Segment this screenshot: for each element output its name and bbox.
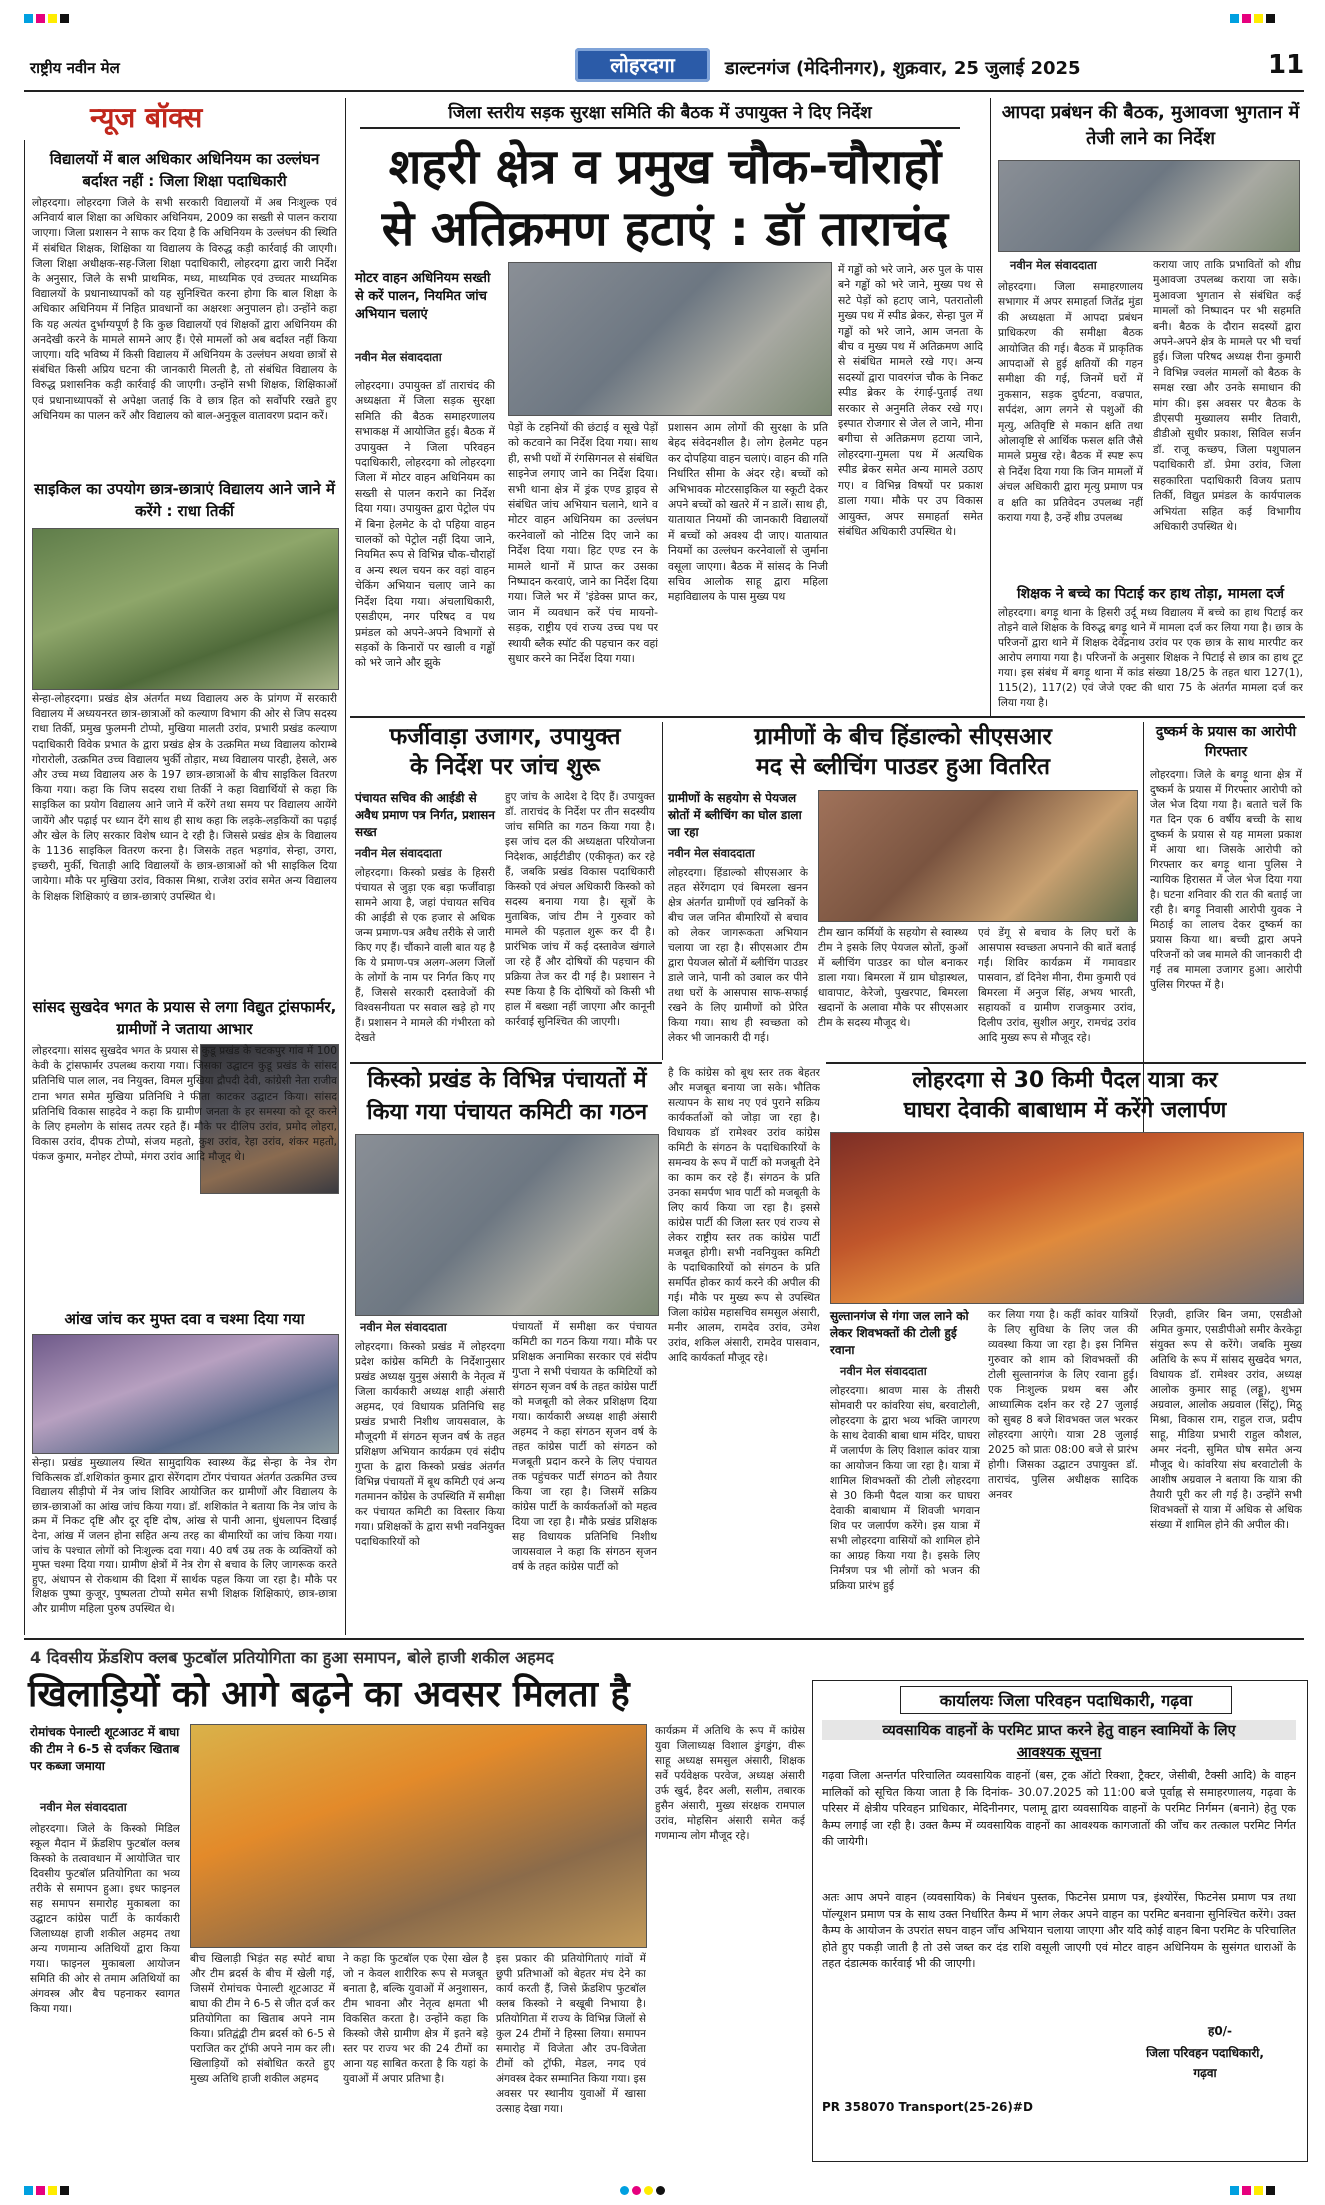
padyatra-body-col2: कर लिया गया है। कहीं कांवर यात्रियों के लिए सुविधा के लिए जल की व्यवस्था किया जा रहा है। इस निमित्त गुरुवार को शाम को शिवभक्तों की टोली सुल्तानगंज के लिए रवाना हुई। एक निःशुल्क प्रथम बस और आध्यात्मिक दर्शन कर रहे 27 जुलाई को सुबह 8 बजे शिवभक्त जल भरकर लोहरदगा आएंगे। यात्रा 28 जुलाई 2025 को प्रातः 08:00 बजे से प्रारंभ होगी। जिसका उद्घाटन उपायुक्त डॉ. ताराचंद, पुलिस अधीक्षक सादिक अनवर [988, 1309, 1138, 1501]
hindalco-headline-line2: मद से ब्लीचिंग पाउडर हुआ वितरित [756, 754, 1050, 780]
middle-section-bottom-rule [24, 1638, 1304, 1640]
forgery-byline: नवीन मेल संवाददाता [355, 846, 442, 860]
news-box-story4-headline: आंख जांच कर मुफ्त दवा व चश्मा दिया गया [64, 1310, 305, 1328]
football-sidebar-point: रोमांचक पेनाल्टी शूटआउट में बाघा की टीम ने 6-5 से दर्जकर खिताब पर कब्जा जमाया [30, 1725, 180, 1773]
lead-body-col2: पेड़ों के टहनियों की छंटाई व सूखे पेड़ों को कटवाने का निर्देश दिया गया। साथ ही, सभी पथों में रंगसिगनल से संबंधित साइनेज लगाए जाने का निर्देश दिया। सभी थाना क्षेत्र में ड्रंक एण्ड ड्राइव से संबंधित जांच अभियान चलाने, थाने व मोटर वाहन अधिनियम का उल्लंघन करनेवालों को नोटिस दिए जाने का निर्देश दिया गया। हिट एण्ड रन के मामले थानों में प्राप्त कर उसका निष्पादन करवाएं, जाने का निर्देश दिया गया। जिले भर में 'इंडेक्स प्राप्त कर, जान में व्यवधान करें पंच मायनो-सड़क, राष्ट्रीय एवं राज्य उच्च पथ पर स्थायी ब्लैक स्पॉट की पहचान कर वहां सुधार करने का निर्देश दिया गया। [508, 421, 658, 666]
news-box-border-right [345, 98, 346, 1635]
kisko-body-col2: पंचायतों में समीक्षा कर पंचायत कमिटी का गठन किया गया। मौके पर प्रशिक्षक अनामिका सरकार एवं संदीप गुप्ता ने सभी पंचायत के कमिटियों को संगठन सृजन वर्ष के तहत कांग्रेस पार्टी को मजबूती को लेकर प्रशिक्षण दिया गया। कार्यकारी अध्यक्ष शाही अंसारी अहमद ने कहा संगठन सृजन वर्ष के तहत कांग्रेस पार्टी को संगठन को मजबूती प्रदान करने के लिए पंचायत तक पहुंचकर पार्टी संगठन को तैयार किया जा रहा है। जिसमें सक्रिय कांग्रेस पार्टी के कार्यकर्ताओं को महत्व दिया जा रहा है। मौके प्रखंड प्रशिक्षक सह विधायक प्रतिनिधि निशीथ जायसवाल ने कहा कि संगठन सृजन वर्ष के तहत कांग्रेस पार्टी को [512, 1321, 657, 1573]
transport-ad-para2: अतः आप अपने वाहन (व्यवसायिक) के निबंधन पुस्तक, फिटनेस प्रमाण पत्र, इंश्योरेंस, फिटनेस प्रमाण पत्र तथा पॉल्यूशन प्रमाण पत्र के साथ उक्त निर्धारित कैम्प में भाग लेकर अपने वाहन का परमिट बनवाना सुनिश्चित करेंगे। उक्त कैम्प के आयोजन के उपरांत सघन वाहन जाँच अभियान चलाया जाएगा और यदि कोई वाहन बिना परमिट के परिचालित होते हुए पकड़ी जाती है तो उसे जब्त कर दंड राशि वसूली जाएगी एवं मोटर वाहन अधिनियम के सुसंगत धाराओं के तहत दंडात्मक कार्रवाई भी की जाएगी। [822, 1891, 1296, 1970]
news-box-story3-headline: सांसद सुखदेव भगत के प्रयास से लगा विद्युत ट्रांसफार्मर, ग्रामीणों ने जताया आभार [32, 998, 337, 1038]
story2-photo-cycle-distribution [32, 528, 339, 690]
padyatra-top-rule [826, 1062, 1306, 1064]
lead-sidebar-point: मोटर वाहन अधिनियम सख्ती से करें पालन, नियमित जांच अभियान चलाएं [355, 271, 491, 322]
hindalco-photo-distribution [818, 790, 1138, 922]
football-body-col3: ने कहा कि फुटबॉल एक ऐसा खेल है जो न केवल शारीरिक रूप से मजबूत बनाता है, बल्कि युवाओं में अनुशासन, टीम भावना और नेतृत्व क्षमता भी विकसित करता है। उन्होंने कहा कि किस्को जैसे ग्रामीण क्षेत्र में इतने बड़े स्तर पर राज्य भर की 24 टीमों का आना यह साबित करता है कि यहां के युवाओं में अपार प्रतिभा है। [343, 1953, 488, 2085]
appada-headline: आपदा प्रबंधन की बैठक, मुआवजा भुगतान में तेजी लाने का निर्देश [1001, 102, 1300, 149]
padyatra-byline: नवीन मेल संवाददाता [840, 1364, 927, 1378]
padyatra-sidebar-point: सुल्तानगंज से गंगा जल लाने को लेकर शिवभक्तों की टोली हुई रवाना [830, 1309, 969, 1357]
paper-name: राष्ट्रीय नवीन मेल [30, 59, 120, 77]
lead-body-col3: प्रशासन आम लोगों की सुरक्षा के प्रति बेहद संवेदनशील है। लोग हेलमेट पहन कर दोपहिया वाहन चलाएं। वाहन की गति निर्धारित सीमा के अंदर रहे। बच्चों को अभिभावक मोटरसाइकिल या स्कूटी देकर अपने बच्चों को खतरे में न डालें। साथ ही, यातायात नियमों की जानकारी विद्यालयों में बच्चों को अवश्य दी जाए। यातायात नियमों का उल्लंघन करनेवालों से जुर्माना वसूला जाएगा। बैठक में सांसद के निजी सचिव आलोक साहू द्वारा महिला महाविद्यालय के पास मुख्य पथ [668, 421, 828, 604]
kisko-body-col3: है कि कांग्रेस को बूथ स्तर तक बेहतर और मजबूत बनाया जा सके। भौतिक सत्यापन के साथ नए एवं पुराने सक्रिय कार्यकर्ताओं को जोड़ा जा रहा है। विधायक डॉ रामेश्वर उरांव कांग्रेस कमिटी के संगठन के पदाधिकारियों के समन्वय के रूप में पार्टी को मजबूती देने का काम कर रहे हैं। संगठन के प्रति उनका समर्पण भाव पार्टी को मजबूती के लिए कार्य किया जा रहा है। इससे कांग्रेस पार्टी की जिला स्तर एवं राज्य से लेकर राष्ट्रीय स्तर तक कांग्रेस पार्टी मजबूत होगी। सभी नवनियुक्त कमिटी के पदाधिकारियों को संगठन के प्रति समर्पित होकर कार्य करने की अपील की गई। मौके पर मुख्य रूप से उपस्थित जिला कांग्रेस महासचिव समसुल अंसारी, मनीर आलम, रामदेव उरांव, उमेश उरांव, शकिल अंसारी, रामदेव पासवान, आदि कार्यकर्ता मौजूद रहे। [668, 1067, 820, 1364]
dateline: डाल्टनगंज (मेदिनीनगर), शुक्रवार, 25 जुलाई 2025 [725, 58, 1081, 79]
appada-photo-meeting [998, 160, 1300, 252]
arrest-headline: दुष्कर्म के प्रयास का आरोपी गिरफ्तार [1155, 724, 1297, 760]
lead-kicker: जिला स्तरीय सड़क सुरक्षा समिति की बैठक में उपायुक्त ने दिए निर्देश [360, 100, 960, 129]
football-kicker: 4 दिवसीय फ्रेंडशिप क्लब फुटबॉल प्रतियोगिता का हुआ समापन, बोले हाजी शकील अहमद [30, 1648, 554, 1667]
news-box-story2-body: सेन्हा-लोहरदगा। प्रखंड क्षेत्र अंतर्गत मध्य विद्यालय अरु के प्रांगण में सरकारी विद्यालय में अध्ययनरत छात्र-छात्राओं को कल्याण विभाग की ओर से जिप सदस्य राधा तिर्की, प्रमुख फुलमनी टोप्पो, मुखिया मालती उरांव, प्रभारी प्रखंड कल्याण पदाधिकारी विवेक प्रभात के द्वारा प्रखंड क्षेत्र के उत्क्रमित मध्य विद्यालय कोराम्बे गोरारोली, उत्क्रमित उच्च विद्यालय भुर्की तोड़ार, मध्य विद्यालय पारही, हेसले, अरु और उच्च मध्य विद्यालय अरु के 197 छात्र-छात्राओं के बीच साइकिल वितरण किया गया। कहा कि जिप सदस्य राधा तिर्की ने कहा विद्यार्थियों से कहा कि साइकिल का प्रयोग विद्यालय आने जाने में करेंगे तथा समय पर विद्यालय आयेंगे जायेंगे और पढ़ाई पर ध्यान देंगे साथ ही साथ कहा कि लड़के-लड़कियों का पढ़ाई और खेल के लिए सरकार विशेष ध्यान दे रही है। जिससे प्रखंड क्षेत्र के विद्यालय के 1136 साइकिल वितरण करना है। जिसके तहत भड़गांव, सेन्हा, उगरा, इच्छरी, मुर्की, चिताड़ी आदि विद्यालयों के छात्र-छात्राओं को भी साइकिल दिया जायेगा। मौके पर मुखिया उरांव, विकास मिश्रा, राजेश उरांव समेत अन्य विद्यालय के शिक्षक शिक्षिकाएं व छात्र-छात्राएं उपस्थित थे। [32, 693, 337, 903]
transport-ad-title: व्यवसायिक वाहनों के परमिट प्राप्त करने हेतु वाहन स्वामियों के लिए [822, 1720, 1296, 1740]
masthead-rule [24, 90, 1304, 92]
section-name: लोहरदगा [610, 53, 675, 77]
registration-colorbar-bottom-left [24, 2180, 72, 2199]
padyatra-headline-line1: लोहरदगा से 30 किमी पैदल यात्रा कर [912, 1068, 1218, 1093]
teacher-body: लोहरदगा। बगड़ू थाना के हिसरी उर्दू मध्य विद्यालय में बच्चे का हाथ पिटाई कर तोड़ने वाले शिक्षक के विरुद्ध बगड़ू थाने में मामला दर्ज कर लिया गया है। छात्र के परिजनों द्वारा थाने में शिक्षक देवेंद्रनाथ उरांव पर एक छात्र के साथ मारपीट कर आरोप लगाया गया है। परिजनों के अनुसार शिक्षक ने पिटाई से छात्र का हाथ टूट गया। इस संबंध में बगड़ू थाना में कांड संख्या 18/25 के तहत धारा 127(1), 115(2), 117(2) एवं जेजे एक्ट की धारा 75 के अंतर्गत मामला दर्ज कर लिया गया है। [998, 607, 1303, 709]
transport-ad-signature: ह0/- [1207, 2024, 1233, 2038]
transport-ad-subtitle: आवश्यक सूचना [1016, 1745, 1102, 1761]
transport-ad-sign-title: जिला परिवहन पदाधिकारी, [1146, 2046, 1264, 2060]
kisko-headline-line1: किस्को प्रखंड के विभिन्न पंचायतों में [367, 1068, 647, 1093]
kisko-byline: नवीन मेल संवाददाता [360, 1320, 447, 1334]
transport-ad-para1: गढ़वा जिला अन्तर्गत परिचालित व्यवसायिक वाहनों (बस, ट्रक ऑटो रिक्शा, ट्रैक्टर, जेसीबी, टैक्सी आदि) के वाहन मालिकों को सूचित किया जाता है कि दिनांक- 30.07.2025 को 11:00 बजे पूर्वाह्न से समाहरणालय, गढ़वा के परिसर में क्षेत्रीय परिवहन प्राधिकार, मेदिनीनगर, पलामू द्वारा व्यवसायिक वाहनों के परमिट निर्गमन (बनाने) हेतु एक कैम्प लगाई जा रही है। उक्त कैम्प में व्यवसायिक वाहनों का आवश्यक कागजातों की जाँच कर तत्काल परमिट निर्गत की जायेगी। [822, 1769, 1296, 1848]
appada-byline: नवीन मेल संवाददाता [1010, 258, 1097, 272]
kisko-body-col1: लोहरदगा। किस्को प्रखंड में लोहरदगा प्रदेश कांग्रेस कमिटी के निर्देशानुसार प्रखंड अध्यक्ष युनुस अंसारी के नेतृत्व में जिला कार्यकारी अध्यक्ष शाही अंसारी अहमद, एवं विधायक प्रतिनिधि सह प्रखंड प्रभारी निशीथ जायसवाल, के मौजूदगी में संगठन सृजन वर्ष के तहत प्रशिक्षण अभियान कार्यक्रम एवं संदीप गुप्ता के द्वारा किस्को प्रखंड अंतर्गत विभिन्न पंचायतों में बूथ कमिटी एवं अन्य गतमानन कोंग्रेस के उपस्थिति में समीक्षा कर पंचायत कमिटी का विस्तार किया गया। प्रशिक्षकों के द्वारा सभी नवनियुक्त पदाधिकारियों को [355, 1341, 505, 1548]
football-body-col2: बीच खिलाड़ी भिड़ंत सह स्पोर्ट बाघा और टीम ब्रदर्स के बीच में खेली गई, जिसमें रोमांचक पेनाल्टी शूटआउट में बाघा की टीम ने 6-5 से जीत दर्ज कर प्रतियोगिता का खिताब अपने नाम किया। प्रतिद्वंद्वी टीम ब्रदर्स को 6-5 से पराजित कर ट्रॉफी अपने नाम कर ली। खिलाड़ियों को संबोधित करते हुए मुख्य अतिथि हाजी शकील अहमद [190, 1953, 335, 2085]
football-byline: नवीन मेल संवाददाता [40, 1800, 127, 1814]
lead-headline-line2: से अतिक्रमण हटाएं : डॉ ताराचंद [381, 201, 949, 257]
news-box-story1-body: लोहरदगा। लोहरदगा जिले के सभी सरकारी विद्यालयों में अब निःशुल्क एवं अनिवार्य बाल शिक्षा का अधिकार अधिनियम, 2009 का सख्ती से पालन कराया जाएगा। जिला प्रशासन ने साफ कर दिया है कि अधिनियम के उल्लंघन की स्थिति में संबंधित शिक्षक, शिक्षिका या विद्यालय के विरुद्ध कड़ी कार्रवाई की जाएगी। जिला शिक्षा अधीक्षक-सह-जिला शिक्षा पदाधिकारी, लोहरदगा द्वारा जारी निर्देश के अनुसार, जिले के सभी प्राथमिक, मध्य, माध्यमिक एवं उच्चतर माध्यमिक विद्यालयों के प्रधानाध्यापकों को यह सुनिश्चित करना होगा कि बाल शिक्षा के अधिकार अधिनियम में निहित प्रावधानों का अक्षरशः अनुपालन हो। उन्होंने कहा कि यह अत्यंत दुर्भाग्यपूर्ण है कि कुछ विद्यालयों एवं शिक्षकों द्वारा अधिनियम की अनदेखी करने के मामले सामने आए हैं। ऐसे मामलों को अब बर्दाश्त नहीं किया जाएगा। यदि भविष्य में किसी विद्यालय में अधिनियम के उल्लंघन अथवा छात्रों से संबंधित किसी अप्रिय घटना की जानकारी मिलती है, तो संबंधित विद्यालय के विरुद्ध प्रशासनिक कड़ी कार्रवाई की जाएगी। उन्होंने सभी शिक्षक, शिक्षिकाओं एवं प्रधानाध्यापकों से अपेक्षा जताई कि वे छात्र हित को सर्वोपरि रखते हुए अधिनियम का पालन करें और विद्यालय को बाल-अनुकूल वातावरण प्रदान करें। [32, 197, 337, 422]
forgery-right-rule [662, 722, 663, 1060]
appada-body-left: लोहरदगा। जिला समाहरणालय सभागार में अपर समाहर्ता जितेंद्र मुंडा की अध्यक्षता में आपदा प्रबंधन प्राधिकरण की समीक्षा बैठक आयोजित की गई। बैठक में प्राकृतिक आपदाओं से हुई क्षतियों की गहन समीक्षा की गई, जिनमें घरों में नुकसान, सड़क दुर्घटना, वज्रपात, सर्पदंश, आग लगने से पशुओं की मृत्यु, अतिवृष्टि से मकान क्षति तथा ओलावृष्टि से आर्थिक फसल क्षति जैसे मामले प्रमुख रहे। बैठक में स्पष्ट रूप से निर्देश दिया गया कि जिन मामलों में अंचल अधिकारी द्वारा मृत्यु प्रमाण पत्र व क्षति का प्रतिवेदन उपलब्ध नहीं कराया गया है, उन्हें शीघ्र उपलब्ध [998, 281, 1143, 525]
padyatra-headline-line2: घाघरा देवाकी बाबाधाम में करेंगे जलार्पण [903, 1098, 1227, 1123]
football-headline: खिलाड़ियों को आगे बढ़ने का अवसर मिलता है [28, 1674, 630, 1715]
padyatra-photo-devotees [830, 1132, 1304, 1304]
section-banner [575, 48, 710, 82]
page-number: 11 [1268, 50, 1305, 80]
forgery-sidebar-point: पंचायत सचिव की आईडी से अवैध प्रमाण पत्र निर्गत, प्रशासन सख्त [355, 791, 495, 839]
lead-byline: नवीन मेल संवाददाता [355, 350, 442, 364]
hindalco-headline-line1: ग्रामीणों के बीच हिंडाल्को सीएसआर [754, 724, 1052, 750]
lead-body-col4: में गड्ढों को भरे जाने, अरु पुल के पास बने गड्ढों को भरे जाने, मुख्य पथ से सटे पेड़ों को हटाए जाने, पतरातोली मुख्य पथ में स्पीड ब्रेकर, सेन्हा पुल में गड्ढों को भरे जाने, आम जनता के बीच व मुख्य पथ में अतिक्रमण आदि से संबंधित मामले रखे गए। अन्य सदस्यों द्वारा पावरगंज चौक के निकट स्पीड ब्रेकर के रंगाई-पुताई तथा सरकार से अनुमति लेकर रखे गए। इस्पात रोजगार से जेल ले जाने, मीना बगीचा से अतिक्रमण हटाया जाने, लोहरदगा-गुमला पथ में अत्यधिक स्पीड ब्रेकर समेत अन्य मामले उठाए गए। व विभिन्न विषयों पर प्रकाश डाला गया। मौके पर उप विकास आयुक्त, अपर समाहर्ता समेत संबंधित अधिकारी उपस्थित थे। [838, 263, 983, 538]
lead-body-col1: लोहरदगा। उपायुक्त डॉ ताराचंद की अध्यक्षता में जिला सड़क सुरक्षा समिति की बैठक समाहरणालय सभाकक्ष में आयोजित हुई। बैठक में उपायुक्त ने जिला परिवहन पदाधिकारी, लोहरदगा को लोहरदगा जिला में मोटर वाहन अधिनियम का सख्ती से पालन कराने का निर्देश दिया गया। उपायुक्त द्वारा पेट्रोल पंप में बिना हेलमेट के दो पहिया वाहन चालकों को पेट्रोल नहीं दिया जाने, नियमित रूप से विभिन्न चौक-चौराहों व अन्य स्थल चयन कर वहां वाहन चेकिंग अभियान चलाए जाने का निर्देश दिया गया। अंचलाधिकारी, एसडीएम, नगर परिषद व पथ प्रमंडल को अपने-अपने विभागों से सड़कों के किनारों पर खाली व गड्ढों को भरे जाने और झुके [355, 379, 495, 670]
registration-colorbar-top-left [24, 8, 72, 27]
padyatra-body-col3: रिज़वी, हाजिर बिन जमा, एसडीओ अमित कुमार, एसडीपीओ समीर केरकेट्टा संयुक्त रूप से करेंगे। जबकि मुख्य अतिथि के रूप में सांसद सुखदेव भगत, विधायक डॉ. रामेश्वर उरांव, अध्यक्ष आलोक कुमार साहू (लड्डू), शुभम अग्रवाल, आलोक अग्रवाल (सिंटू), मिठू मिश्रा, विकास राम, राहुल राज, प्रदीप साहू, मीडिया प्रभारी राहुल कौशल, अमर नंदनी, सुमित घोष समेत अन्य मौजूद थे। कांवरिया संघ बरवाटोली के आशीष अग्रवाल ने बताया कि यात्रा की तैयारी पूरी कर ली गई है। उन्होंने सभी शिवभक्तों से यात्रा में अधिक से अधिक संख्या में शामिल होने की अपील की। [1150, 1309, 1302, 1531]
transport-ad-sign-place: गढ़वा [1193, 2066, 1217, 2080]
lead-headline-line1: शहरी क्षेत्र व प्रमुख चौक-चौराहों [388, 139, 942, 195]
news-box-story3-body: लोहरदगा। सांसद सुखदेव भगत के प्रयास से कुडू प्रखंड के चटकपुर गांव में 100 केवी के ट्रांसफार्मर उपलब्ध कराया गया। जिसका उद्घाटन कुडू प्रखंड के सांसद प्रतिनिधि पाल लाल, नव नियुक्त, विमल मुखिया द्रौपदी देवी, कांग्रेसी नेता राजीव टाना भगत समेत मुखिया प्रतिनिधि ने फीता काटकर उद्घाटन किया। सांसद प्रतिनिधि विकास साहदेव ने कहा कि ग्रामीण जनता के हर समस्या को दूर करने के लिए हमलोग के सांसद तत्पर रहते हैं। मौके पर दीलिप उरांव, प्रमोद लोहरा, विकास उरांव, दीपक टोप्पो, संजय महतो, कुश उरांव, रेहा उरांव, शंकर महतो, पंकज कुमार, मनोहर टोप्पो, मंगरा उरांव आदि मौजूद थे। [32, 1045, 337, 1164]
news-box-story4-body: सेन्हा। प्रखंड मुख्यालय स्थित सामुदायिक स्वास्थ्य केंद्र सेन्हा के नेत्र रोग चिकित्सक डॉ.शशिकांत कुमार द्वारा सेरेंगदाग टोंगर पंचायत अंतर्गत उत्क्रमित उच्च विद्यालय सीड़ीपो में नेत्र जांच शिविर आयोजित कर ग्रामीणों और विद्यालय के छात्र-छात्राओं का आंख जांच किया गया। डॉ. शशिकांत ने बताया कि नेत्र जांच के क्रम में निकट दृष्टि और दूर दृष्टि दोष, आंख से पानी आना, धुंधलापन दिखाई देना, आंख में जलन होना सहित अन्य तरह का बीमारियों का जांच किया गया। जांच के पश्चात लोगों को निःशुल्क दवा गया। 40 वर्ष उम्र तक के व्यक्तियों को मुफ्त चश्मा दिया गया। ग्रामीण क्षेत्रों में नेत्र रोग से बचाव के लिए जागरूक करते हुए, अंधापन से रोकथाम की दिशा में सार्थक पहल किया जा रहा है। मौके पर शिक्षक पुष्पा कुजूर, पुष्पलता टोप्पो समेत सभी शिक्षक शिक्षिकाएं, छात्र-छात्रा और ग्रामीण महिला पुरुष उपस्थित थे। [32, 1457, 337, 1615]
football-body-col1: लोहरदगा। जिले के किस्को मिडिल स्कूल मैदान में फ्रेंडशिप फुटबॉल क्लब किस्को के तत्वावधान में आयोजित चार दिवसीय फुटबॉल प्रतियोगिता का भव्य तरीके से समापन हुआ। इधर फाइनल सह समापन समारोह मुकाबला का उद्घाटन कांग्रेस पार्टी के कार्यकारी जिलाध्यक्ष हाजी शकील अहमद तथा अन्य गणमान्य अतिथियों द्वारा किया गया। फाइनल मुकाबला आयोजन समिति की ओर से तमाम अतिथियों का अंगवस्त्र और बैच पहनाकर स्वागत किया गया। [30, 1823, 180, 2015]
teacher-headline: शिक्षक ने बच्चे का पिटाई कर हाथ तोड़ा, मामला दर्ज [1016, 586, 1285, 602]
football-body-col5: कार्यक्रम में अतिथि के रूप में कांग्रेस युवा जिलाध्यक्ष विशाल डुंगडुंग, वीरू साहू अध्यक्ष समसुल अंसारी, शिक्षक सर्वे पर्यवेक्षक परवेज, अध्यक्ष अंसारी उर्फ खुर्द, हैदर अली, सलीम, तबारक हुसैन अंसारी, मुख्य संरक्षक रामपाल उरांव, मोहसिन अंसारी समेत कई गणमान्य लोग मौजूद रहे। [655, 1725, 805, 1842]
hindalco-byline: नवीन मेल संवाददाता [668, 846, 755, 860]
appada-body-right: कराया जाए ताकि प्रभावितों को शीघ्र मुआवजा उपलब्ध कराया जा सके। मुआवजा भुगतान से संबंधित कई मामलों को निष्पादन पर भी सहमति बनी। बैठक के दौरान सदस्यों द्वारा अपने-अपने क्षेत्र के मामले पर भी चर्चा हुई। जिला परिषद अध्यक्ष रीना कुमारी ने विभिन्न ज्वलंत मामलों को बैठक के समक्ष रखा और उनके समाधान की मांग की। इस अवसर पर बैठक के डीएसपी मुख्यालय समीर तिवारी, डीडीओ सुधीर प्रकाश, सिविल सर्जन डॉ. राजू कच्छप, जिला पशुपालन पदाधिकारी डॉ. प्रेमा उरांव, जिला सहकारिता पदाधिकारी विजय प्रताप तिर्की, विद्युत प्रमंडल के कार्यपालक अभियंता सहित कई विभागीय अधिकारी उपस्थित थे। [1153, 259, 1301, 533]
news-box-border-left [24, 140, 25, 1635]
forgery-body-col1: लोहरदगा। किस्को प्रखंड के हिसरी पंचायत से जुड़ा एक बड़ा फर्जीवाड़ा सामने आया है, जहां पंचायत सचिव की आईडी से एक हजार से अधिक जन्म प्रमाण-पत्र अवैध तरीके से जारी किए गए हैं। चौंकाने वाली बात यह है कि ये प्रमाण-पत्र अलग-अलग जिलों के लोगों के नाम पर निर्गत किए गए हैं, जिससे सरकारी दस्तावेजों की विश्वसनीयता पर सवाल खड़े हो गए हैं। प्रशासन ने मामले की गंभीरता को देखते [355, 867, 495, 1044]
news-box-story1-headline: विद्यालयों में बाल अधिकार अधिनियम का उल्लंघन बर्दाश्त नहीं : जिला शिक्षा पदाधिकारी [49, 150, 320, 190]
transport-ad-pr-number: PR 358070 Transport(25-26)#D [822, 2100, 1033, 2114]
kisko-photo-committee [355, 1134, 659, 1316]
forgery-headline-line1: फर्जीवाड़ा उजागर, उपायुक्त [389, 724, 621, 750]
transport-ad-office: कार्यालयः जिला परिवहन पदाधिकारी, गढ़वा [900, 1686, 1232, 1714]
forgery-body-col2: हुए जांच के आदेश दे दिए हैं। उपायुक्त डॉ. ताराचंद के निर्देश पर तीन सदस्यीय जांच समिति का गठन किया गया है। इस जांच दल की अध्यक्षता परियोजना निदेशक, आईटीडीए (एकीकृत) कर रहे हैं, जबकि प्रखंड विकास पदाधिकारी किस्को एवं अंचल अधिकारी किस्को को सदस्य बनाया गया है। सूत्रों के मुताबिक, जांच टीम ने गुरुवार को मामले की पड़ताल शुरू कर दी है। प्रारंभिक जांच में कई दस्तावेज खंगाले जा रहे हैं और दोषियों की पहचान की प्रक्रिया तेज कर दी गई है। प्रशासन ने स्पष्ट किया है कि दोषियों को किसी भी हाल में बख्शा नहीं जाएगा और कानूनी कार्रवाई सुनिश्चित की जाएगी। [505, 791, 655, 1028]
football-photo-trophy [190, 1724, 647, 1948]
padyatra-body-col1: लोहरदगा। श्रावण मास के तीसरी सोमवारी पर कांवरिया संघ, बरवाटोली, लोहरदगा के द्वारा भव्य भक्ति जागरण के साथ देवाकी बाबा धाम मंदिर, घाघरा में जलार्पण के लिए विशाल कांवर यात्रा का आयोजन किया जा रहा है। यात्रा में शामिल शिवभक्तों की टोली लोहरदगा से 30 किमी पैदल यात्रा कर घाघरा देवाकी बाबाधाम में शिवजी भगवान शिव पर जलार्पण करेंगे। इस यात्रा में सभी लोहरदगा वासियों को शामिल होने का आग्रह किया गया है। इसके लिए निर्मंत्रण पत्र भी लोगों को भजन की प्रक्रिया प्रारंभ हुई [830, 1385, 980, 1592]
hindalco-sidebar-point: ग्रामीणों के सहयोग से पेयजल स्रोतों में ब्लीचिंग का घोल डाला जा रहा [668, 791, 802, 839]
top-section-bottom-rule [350, 716, 1305, 718]
kisko-headline-line2: किया गया पंचायत कमिटी का गठन [366, 1100, 648, 1125]
registration-colorbar-bottom-center [620, 2180, 668, 2199]
hindalco-body-col3: एवं डेंगू से बचाव के लिए घरों के आसपास स्वच्छता अपनाने की बातें बताई गईं। शिविर कार्यक्रम में गमावडार पासवान, डॉ दिनेश मीना, रीमा कुमारी एवं बिमरला में अनुज सिंह, अभय भारती, सहायकों व ग्रामीण राजकुमार उरांव, दिलीप उरांव, सुशील अगुर, रामचंद्र उरांव आदि मुख्य रूप से मौजूद रहे। [978, 927, 1136, 1044]
arrest-body: लोहरदगा। जिले के बगड़ू थाना क्षेत्र में दुष्कर्म के प्रयास में गिरफ्तार आरोपी को जेल भेज दिया गया है। बताते चलें कि गत दिन एक 6 वर्षीय बच्ची के साथ दुष्कर्म के प्रयास से यह मामला प्रकाश में आया था। जिसके आरोपी को गिरफ्तार कर बगड़ू थाना पुलिस ने न्यायिक हिरासत में जेल भेज दिया गया है। घटना शनिवार की रात की बताई जा रही है। बगड़ू निवासी आरोपी युवक ने मिठाई का लालच देकर दुष्कर्म का प्रयास किया था। बच्ची द्वारा अपने परिजनों को जब मामले की जानकारी दी गई तब मामला उजागर हुआ। आरोपी पुलिस गिरफ्त में है। [1150, 769, 1302, 991]
hindalco-body-col1: लोहरदगा। हिंडाल्को सीएसआर के तहत सेरेंगदाग एवं बिमरला खनन क्षेत्र अंतर्गत ग्रामीणों एवं खनिकों के बीच जल जनित बीमारियों से बचाव को लेकर जागरूकता अभियान चलाया जा रहा है। सीएसआर टीम द्वारा पेयजल स्रोतों में ब्लीचिंग पाउडर डाले जाने, पानी को उबाल कर पीने तथा घरों के आसपास साफ-सफाई रखने के लिए ग्रामीणों को प्रेरित किया गया। साथ ही स्वच्छता को लेकर भी जानकारी दी गई। [668, 867, 808, 1044]
hindalco-body-col2: टीम खान कर्मियों के सहयोग से स्वास्थ्य टीम ने इसके लिए पेयजल स्रोतों, कुओं में ब्लीचिंग पाउडर का घोल बनाकर डाला गया। बिमरला में ग्राम घोड़ास्थल, धावापाट, केरेजो, पुखरपाट, बिमरला खदानों के अलावा मौके पर सीएसआर टीम के सदस्य मौजूद थे। [818, 927, 968, 1029]
lead-right-rule [990, 98, 991, 718]
registration-colorbar-top-right [1230, 8, 1278, 27]
kisko-top-rule [350, 1062, 662, 1064]
story4-photo-eye-camp [32, 1334, 339, 1454]
registration-colorbar-bottom-right [1230, 2180, 1278, 2199]
news-box-story2-headline: साइकिल का उपयोग छात्र-छात्राएं विद्यालय आने जाने में करेंगे : राधा तिर्की [34, 480, 335, 520]
lead-photo-meeting [508, 262, 832, 416]
news-box-title: न्यूज बॉक्स [90, 101, 203, 134]
football-body-col4: इस प्रकार की प्रतियोगिताएं गांवों में छुपी प्रतिभाओं को बेहतर मंच देने का कार्य करती हैं, जिसे फ्रेंडशिप फुटबॉल क्लब किस्को ने बखूबी निभाया है। प्रतियोगिता में राज्य के विभिन्न जिलों से कुल 24 टीमों ने हिस्सा लिया। समापन समारोह में विजेता और उप-विजेता टीमों को ट्रॉफी, मेडल, नगद एवं अंगवस्त्र देकर सम्मानित किया गया। इस अवसर पर स्थानीय युवाओं में खासा उत्साह देखा गया। [496, 1953, 646, 2115]
forgery-headline-line2: के निर्देश पर जांच शुरू [410, 754, 600, 780]
